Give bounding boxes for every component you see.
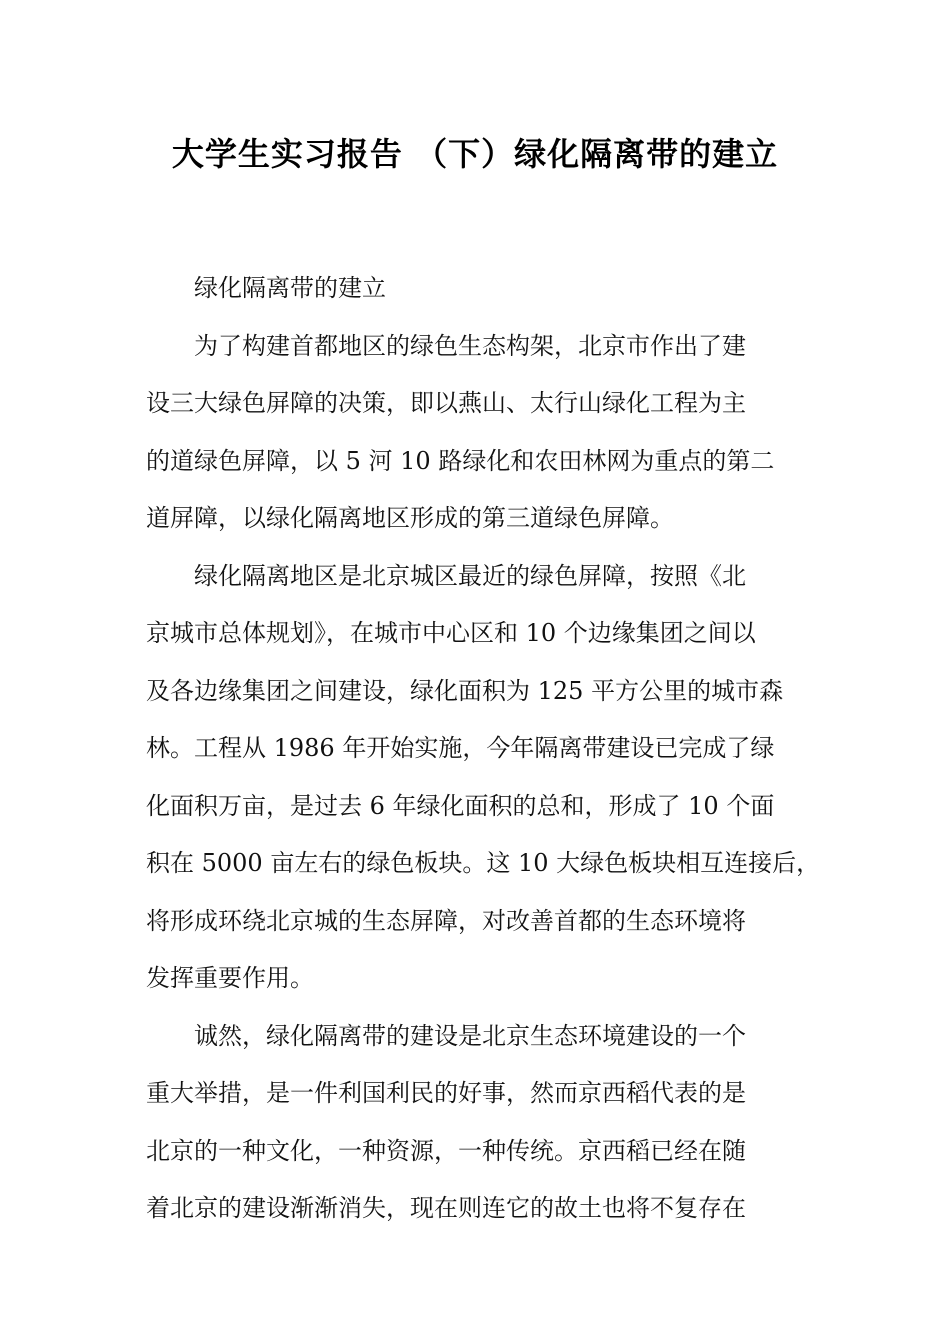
page-title: 大学生实习报告 （下）绿化隔离带的建立 [171,135,779,173]
text-line: 的道绿色屏障，以 5 河 10 路绿化和农田林网为重点的第二 [146,446,775,475]
text-line: 绿化隔离地区是北京城区最近的绿色屏障，按照《北 [194,561,746,590]
paragraph [146,1008,808,1238]
text-line: 着北京的建设渐渐消失，现在则连它的故土也将不复存在 [146,1194,746,1222]
text-line: 将形成环绕北京城的生态屏障，对改善首都的生态环境将 [146,906,746,935]
text-line: 积在 5000 亩左右的绿色板块。这 10 大绿色板块相互连接后， [146,849,821,877]
text-line: 设三大绿色屏障的决策，即以燕山、太行山绿化工程为主 [146,389,746,417]
text-line: 林。工程从 1986 年开始实施，今年隔离带建设已完成了绿 [146,734,775,762]
text-line: 为了构建首都地区的绿色生态构架，北京市作出了建 [194,331,746,360]
text-line: 及各边缘集团之间建设，绿化面积为 125 平方公里的城市森 [146,676,784,705]
paragraph [146,548,821,1008]
text-line: 北京的一种文化，一种资源，一种传统。京西稻已经在随 [146,1136,746,1165]
paragraph-subheading [146,260,808,318]
paragraph [146,318,808,548]
text-line: 绿化隔离带的建立 [194,274,386,302]
text-line: 道屏障，以绿化隔离地区形成的第三道绿色屏障。 [146,504,674,532]
text-line: 重大举措，是一件利国利民的好事，然而京西稻代表的是 [146,1079,746,1107]
text-line: 京城市总体规划》，在城市中心区和 10 个边缘集团之间以 [146,619,756,647]
document-body [146,260,821,1238]
text-line: 化面积万亩，是过去 6 年绿化面积的总和，形成了 10 个面 [146,791,775,820]
text-line: 诚然，绿化隔离带的建设是北京生态环境建设的一个 [194,1021,746,1050]
text-line: 发挥重要作用。 [146,964,314,992]
